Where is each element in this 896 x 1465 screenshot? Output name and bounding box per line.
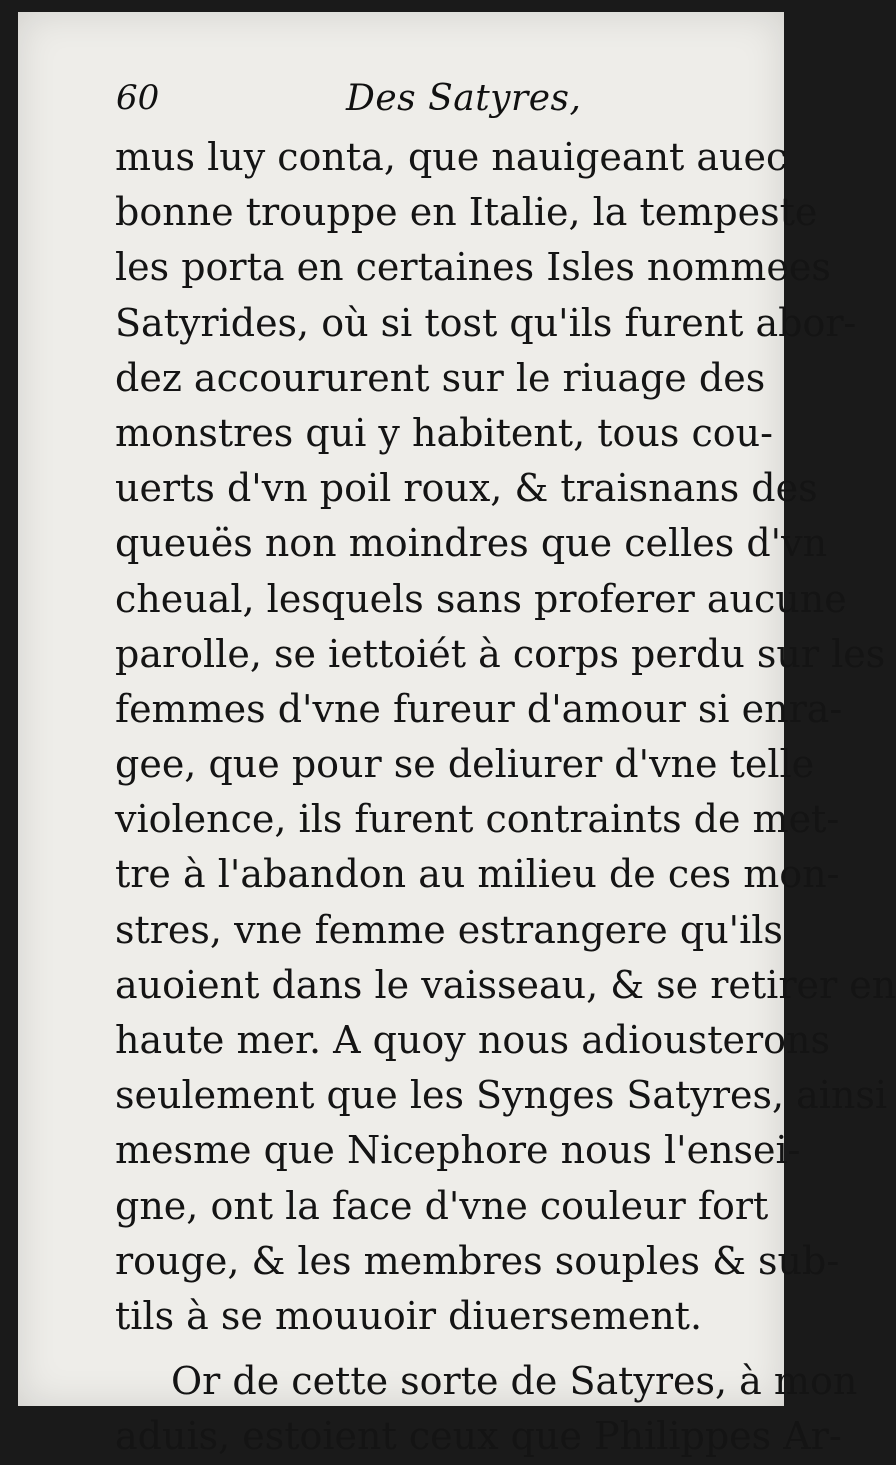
- text-line: gee, que pour se deliurer d'vne telle: [115, 742, 815, 787]
- text-line: Or de cette sorte de Satyres, à mon: [171, 1359, 858, 1404]
- text-line: dez accoururent sur le riuage des: [115, 355, 766, 400]
- text-line: stres, vne femme estrangere qu'ils: [115, 907, 783, 952]
- book-page: [18, 12, 896, 1459]
- page-number: 60: [116, 78, 160, 118]
- text-line: tre à l'abandon au milieu de ces mon-: [115, 852, 840, 897]
- text-line: mesme que Nicephore nous l'ensei-: [115, 1128, 801, 1173]
- text-line: femmes d'vne fureur d'amour si enra-: [115, 686, 843, 731]
- text-line: les porta en certaines Isles nommees: [115, 245, 831, 290]
- text-line: rouge, & les membres souples & sub-: [115, 1238, 840, 1283]
- text-line: aduis, estoient ceux que Philippes Ar-: [115, 1414, 842, 1459]
- text-line: uerts d'vn poil roux, & traisnans des: [115, 466, 818, 511]
- text-line: Satyrides, où si tost qu'ils furent abor-: [115, 300, 857, 345]
- running-head: [116, 78, 676, 138]
- text-line: violence, ils furent contraints de met-: [115, 797, 840, 842]
- text-line: parolle, se iettoiét à corps perdu sur les: [115, 631, 886, 676]
- text-line: gne, ont la face d'vne couleur fort: [115, 1183, 769, 1228]
- text-line: mus luy conta, que nauigeant auec: [115, 135, 788, 179]
- text-line: queuës non moindres que celles d'vn: [115, 521, 828, 566]
- running-title: Des Satyres,: [346, 78, 582, 119]
- text-line: tils à se mouuoir diuersement.: [115, 1293, 703, 1338]
- paragraph-1: [115, 130, 896, 1344]
- text-line: monstres qui y habitent, tous cou-: [115, 410, 773, 455]
- text-line: cheual, lesquels sans proferer aucune: [115, 576, 847, 621]
- text-line: haute mer. A quoy nous adiousterons: [115, 1018, 831, 1062]
- paragraph-2: [115, 1354, 858, 1464]
- text-line: seulement que les Synges Satyres, ainsi: [115, 1073, 888, 1118]
- text-line: bonne trouppe en Italie, la tempeste: [115, 190, 818, 235]
- body-text: [115, 130, 896, 1465]
- text-line: auoient dans le vaisseau, & se retirer en: [115, 962, 896, 1007]
